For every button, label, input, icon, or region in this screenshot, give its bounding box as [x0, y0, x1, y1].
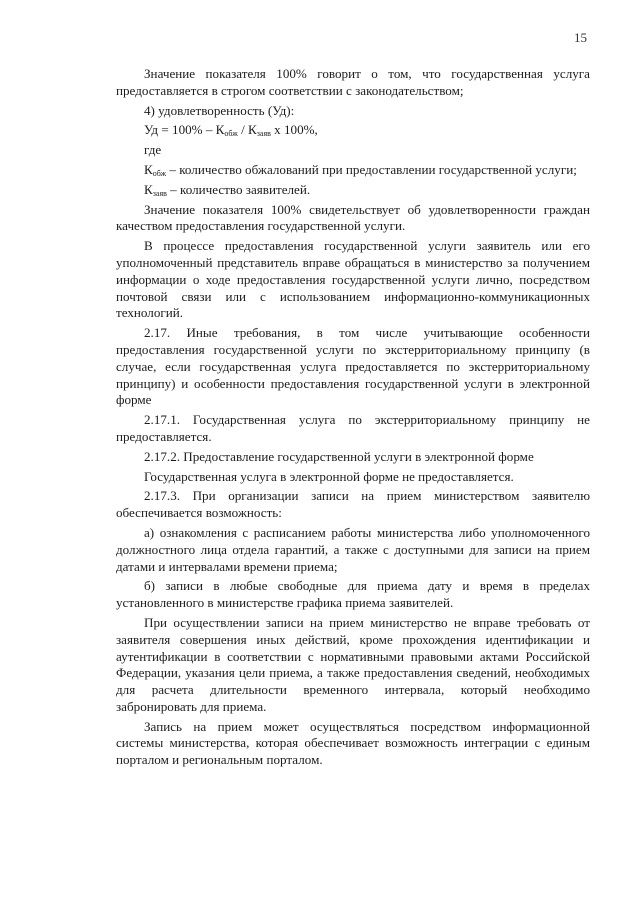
paragraph-indicator-value: Значение показателя 100% говорит о том, что государственная услуга предоставляется в строгом соответствии с законодательством;	[116, 66, 590, 98]
section-2-17-heading: 2.17. Иные требования, в том числе учитывающие особенности предоставления государственной услуги по экстерриториальному принципу (в случае, если государственная услуга предоставляется по экстерриториальному принципу) и особенности предоставления государственной услуги в электронной форме	[116, 325, 590, 408]
section-2-17-1: 2.17.1. Государственная услуга по экстерриториальному принципу не предоставляется.	[116, 412, 590, 444]
paragraph-appointment-restrictions: При осуществлении записи на прием министерство не вправе требовать от заявителя совершения иных действий, кроме прохождения идентификации и аутентификации в соответствии с нормативными правовыми актами Российской Федерации, указания цели приема, а также предоставления сведений, необходимых для расчета длительности временного интервала, который необходимо забронировать для приема.	[116, 614, 590, 714]
definition-applicants	[116, 182, 590, 199]
formula-lhs: Уд = 100% – К	[144, 122, 225, 138]
where-label: где	[144, 142, 162, 158]
def-complaints-symbol: К	[144, 161, 153, 177]
formula-sub-complaints: обж	[224, 129, 238, 139]
document-body	[116, 66, 590, 772]
paragraph-satisfaction-value: Значение показателя 100% свидетельствует об удовлетворенности граждан качеством предоставления государственной услуги.	[116, 201, 590, 234]
paragraph-satisfaction-heading: 4) удовлетворенность (Уд):	[144, 102, 295, 118]
list-item-b: б) записи в любые свободные для приема дату и время в пределах установленного в министерстве графика приема заявителей.	[116, 578, 590, 611]
paragraph-progress-info: В процессе предоставления государственной услуги заявитель или его уполномоченный представитель вправе обращаться в министерство за получением информации о ходе предоставления государственной услуги лично, посредством почтовой связи или с использованием информационно-коммуникационных технологий.	[116, 238, 590, 321]
formula-sub-applicants: заяв	[256, 129, 271, 139]
definition-complaints	[116, 162, 590, 179]
section-2-17-3: 2.17.3. При организации записи на прием министерством заявителю обеспечивается возможность:	[116, 488, 590, 521]
page-number: 15	[574, 30, 587, 45]
list-item-a: а) ознакомления с расписанием работы министерства либо уполномоченного должностного лица отдела гарантий, а также с доступными для записи на прием датами и интервалами времени приема;	[116, 524, 590, 574]
def-applicants-text: – количество заявителей.	[166, 181, 311, 197]
formula-tail: х 100%,	[270, 122, 318, 138]
def-complaints-sub: обж	[152, 168, 167, 178]
section-2-17-2: 2.17.2. Предоставление государственной услуги в электронной форме	[144, 448, 534, 464]
paragraph-electronic-form: Государственная услуга в электронной форме не предоставляется.	[144, 468, 514, 484]
satisfaction-formula	[116, 122, 590, 139]
formula-mid: / К	[237, 122, 257, 138]
def-applicants-symbol: К	[144, 181, 153, 197]
def-applicants-sub: заяв	[152, 188, 167, 198]
def-complaints-text: – количество обжалований при предоставлении государственной услуги;	[166, 161, 577, 177]
paragraph-info-system: Запись на прием может осуществляться посредством информационной системы министерства, которая обеспечивает возможность интеграции с единым порталом и региональным порталом.	[116, 718, 590, 768]
